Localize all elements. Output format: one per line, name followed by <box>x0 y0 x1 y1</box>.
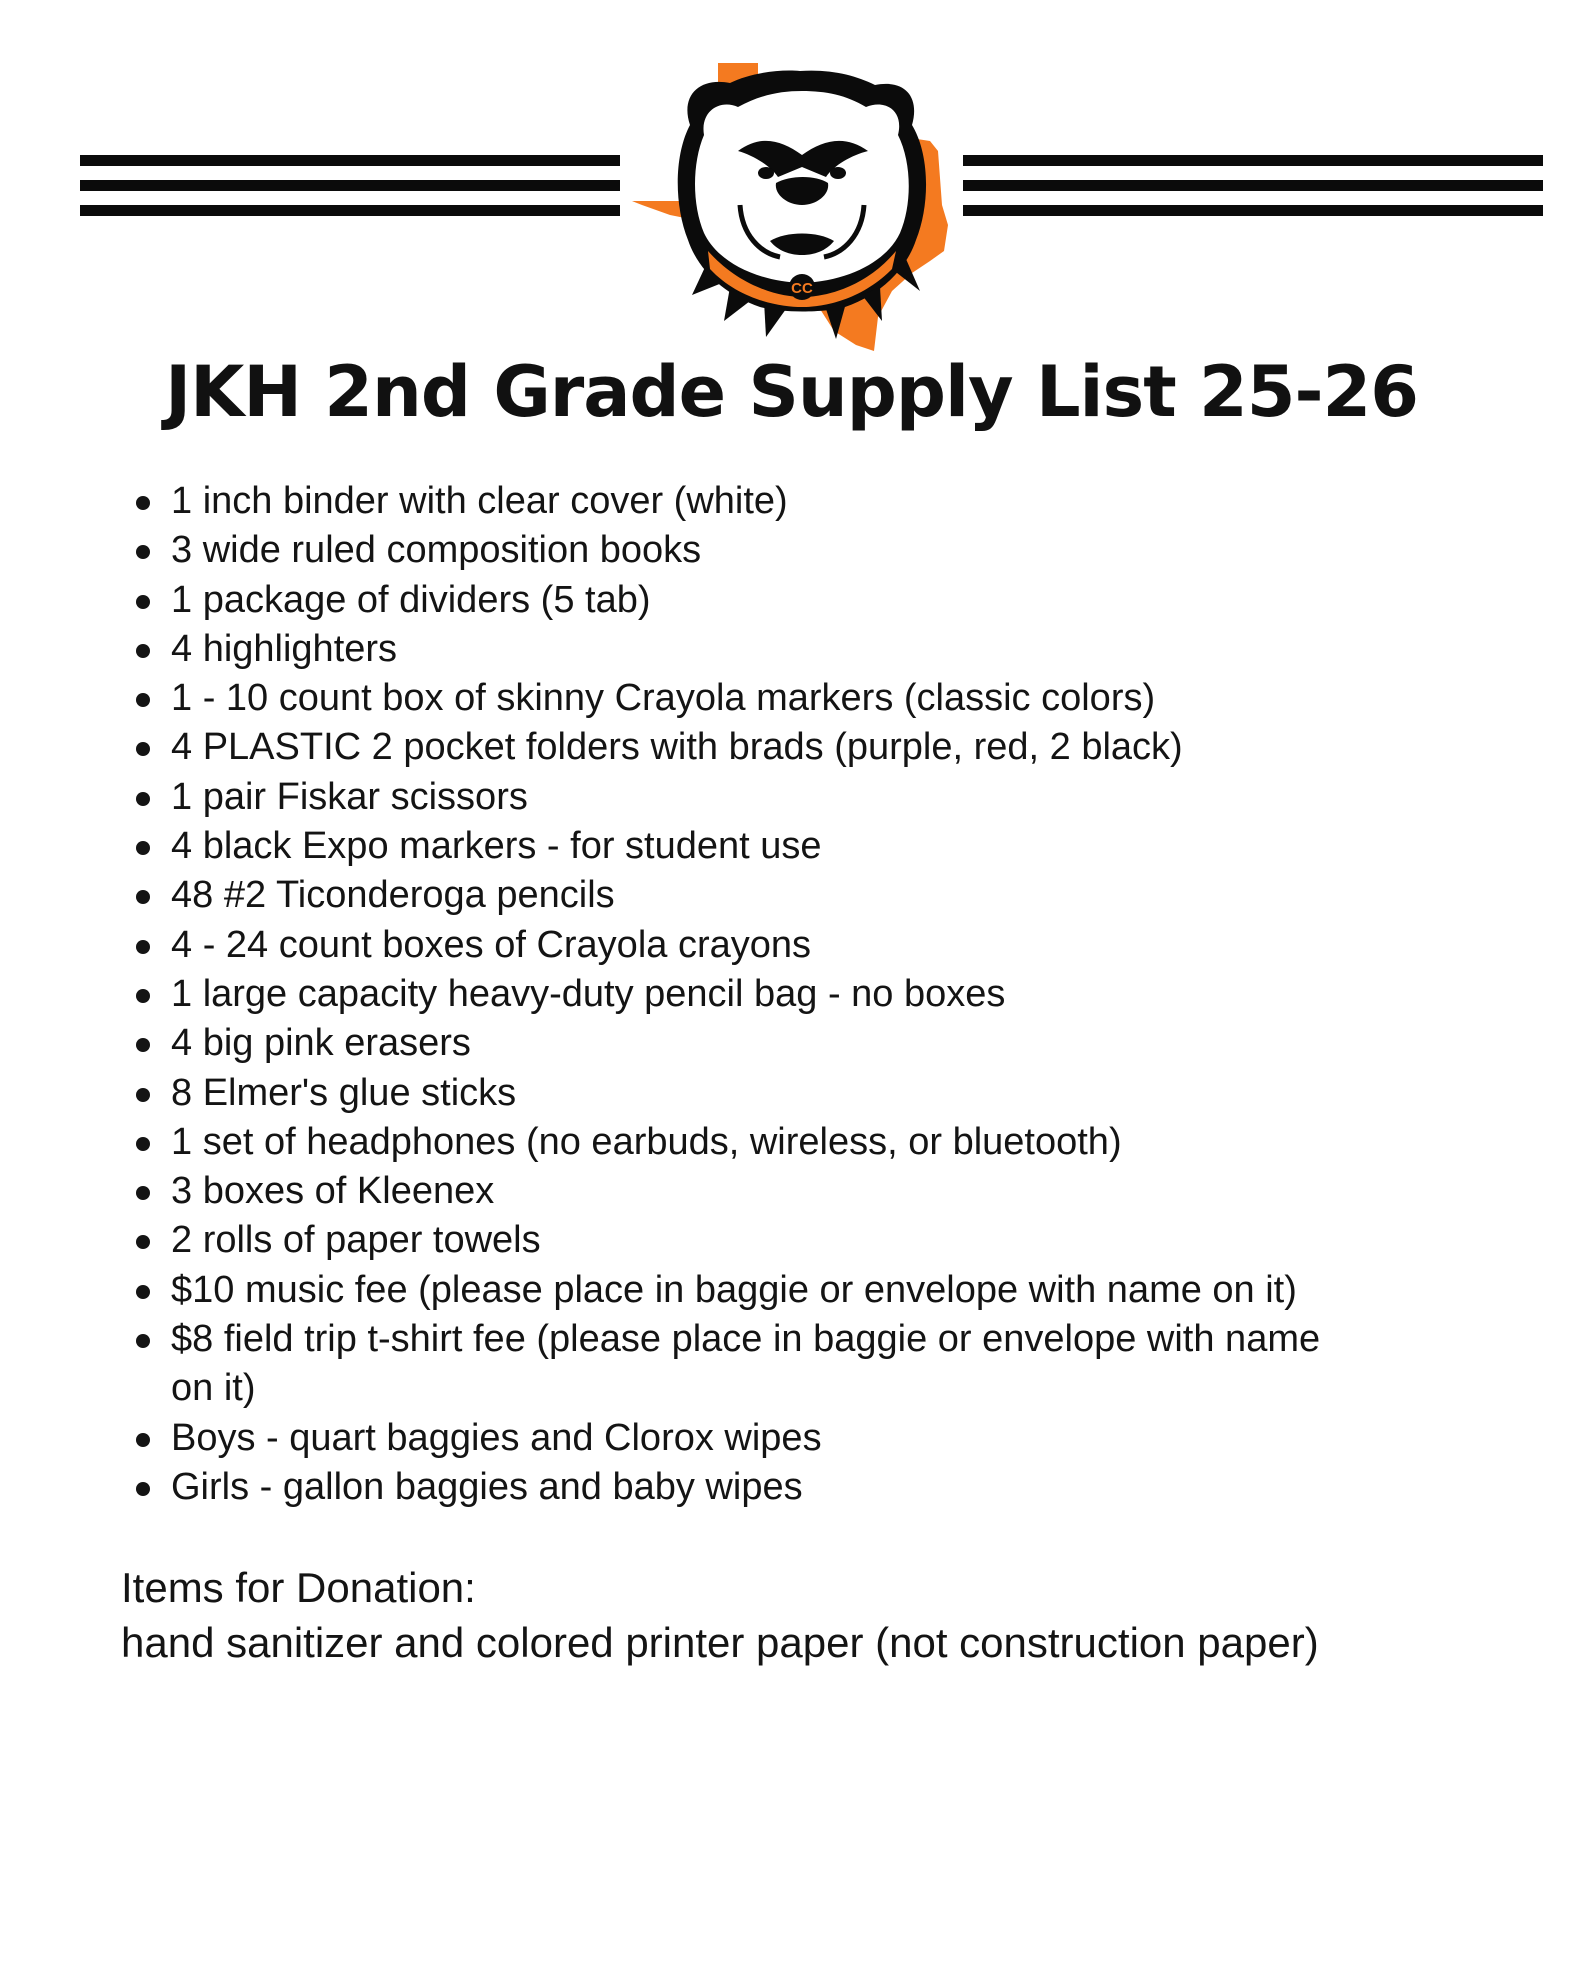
bullet-dot <box>136 1285 150 1299</box>
stripe-line <box>963 205 1543 216</box>
list-item <box>130 970 1530 1019</box>
list-item-text: 1 package of dividers (5 tab) <box>171 578 651 621</box>
supply-list <box>130 477 1530 1512</box>
bullet-dot <box>136 1038 150 1052</box>
list-item-text: 1 large capacity heavy-duty pencil bag - no boxes <box>171 972 1006 1015</box>
bullet-dot <box>136 545 150 559</box>
bullet-dot <box>136 792 150 806</box>
list-item-text: 4 black Expo markers - for student use <box>171 825 822 868</box>
list-item <box>130 723 1530 772</box>
list-item <box>130 1069 1530 1118</box>
stripe-line <box>963 180 1543 191</box>
list-item-text: $8 field trip t-shirt fee (please place in baggie or envelope with name on it) <box>171 1318 1321 1410</box>
list-item <box>130 477 1530 526</box>
list-item <box>130 674 1530 723</box>
list-item-text: Boys - quart baggies and Clorox wipes <box>171 1416 822 1459</box>
list-item-text: 8 Elmer's glue sticks <box>171 1071 517 1114</box>
list-item <box>130 822 1530 871</box>
list-item <box>130 625 1530 674</box>
list-item <box>130 1216 1530 1265</box>
list-item <box>130 576 1530 625</box>
list-item-text: 48 #2 Ticonderoga pencils <box>171 874 615 917</box>
bullet-dot <box>136 644 150 658</box>
list-item-text: 3 wide ruled composition books <box>171 529 702 572</box>
donation-section <box>121 1560 1561 1670</box>
right-stripes <box>963 155 1543 219</box>
cc-emblem <box>789 274 815 300</box>
list-item-text: 4 PLASTIC 2 pocket folders with brads (purple, red, 2 black) <box>171 726 1183 769</box>
list-item <box>130 1019 1530 1068</box>
bullet-dot <box>136 1235 150 1249</box>
list-item <box>130 526 1530 575</box>
stripe-line <box>80 155 620 166</box>
bullet-dot <box>136 890 150 904</box>
list-item-text: 4 - 24 count boxes of Crayola crayons <box>171 923 812 966</box>
bullet-dot <box>136 693 150 707</box>
list-item-text: $10 music fee (please place in baggie or envelope with name on it) <box>171 1268 1297 1311</box>
bullet-dot <box>136 1088 150 1102</box>
donation-heading: Items for Donation: <box>121 1564 476 1611</box>
bullet-dot <box>136 1433 150 1447</box>
bullet-dot <box>136 1137 150 1151</box>
list-item <box>130 921 1530 970</box>
stripe-line <box>80 205 620 216</box>
bullet-dot <box>136 742 150 756</box>
bullet-dot <box>136 1334 150 1348</box>
list-item-text: 1 pair Fiskar scissors <box>171 775 528 818</box>
list-item-text: 3 boxes of Kleenex <box>171 1170 495 1213</box>
list-item <box>130 773 1530 822</box>
list-item-text: 1 - 10 count box of skinny Crayola markers (classic colors) <box>171 677 1156 720</box>
right-eye <box>830 167 846 179</box>
bulldog-texas-logo-icon <box>630 55 960 355</box>
list-item <box>130 1315 1530 1414</box>
list-item-text: Girls - gallon baggies and baby wipes <box>171 1465 803 1508</box>
list-item <box>130 1167 1530 1216</box>
list-item <box>130 1118 1530 1167</box>
bullet-dot <box>136 940 150 954</box>
list-item <box>130 1463 1530 1512</box>
list-item <box>130 1266 1530 1315</box>
left-eye <box>758 167 774 179</box>
list-item-text: 1 inch binder with clear cover (white) <box>171 480 788 522</box>
bullet-dot <box>136 989 150 1003</box>
bullet-dot <box>136 1482 150 1496</box>
page-title: JKH 2nd Grade Supply List 25-26 <box>165 351 1418 433</box>
bullet-dot <box>136 496 150 510</box>
left-stripes <box>80 155 620 219</box>
emblem-letters: CC <box>791 280 813 297</box>
stripe-line <box>80 180 620 191</box>
stripe-line <box>963 155 1543 166</box>
list-item <box>130 1414 1530 1463</box>
list-item-text: 4 highlighters <box>171 627 398 670</box>
header-band <box>0 55 1583 355</box>
list-item-text: 2 rolls of paper towels <box>171 1219 541 1262</box>
bullet-dot <box>136 595 150 609</box>
bullet-dot <box>136 841 150 855</box>
list-item-text: 4 big pink erasers <box>171 1022 471 1065</box>
list-item <box>130 871 1530 920</box>
donation-items: hand sanitizer and colored printer paper (not construction paper) <box>121 1619 1319 1666</box>
list-item-text: 1 set of headphones (no earbuds, wireless, or bluetooth) <box>171 1120 1122 1163</box>
bullet-dot <box>136 1186 150 1200</box>
